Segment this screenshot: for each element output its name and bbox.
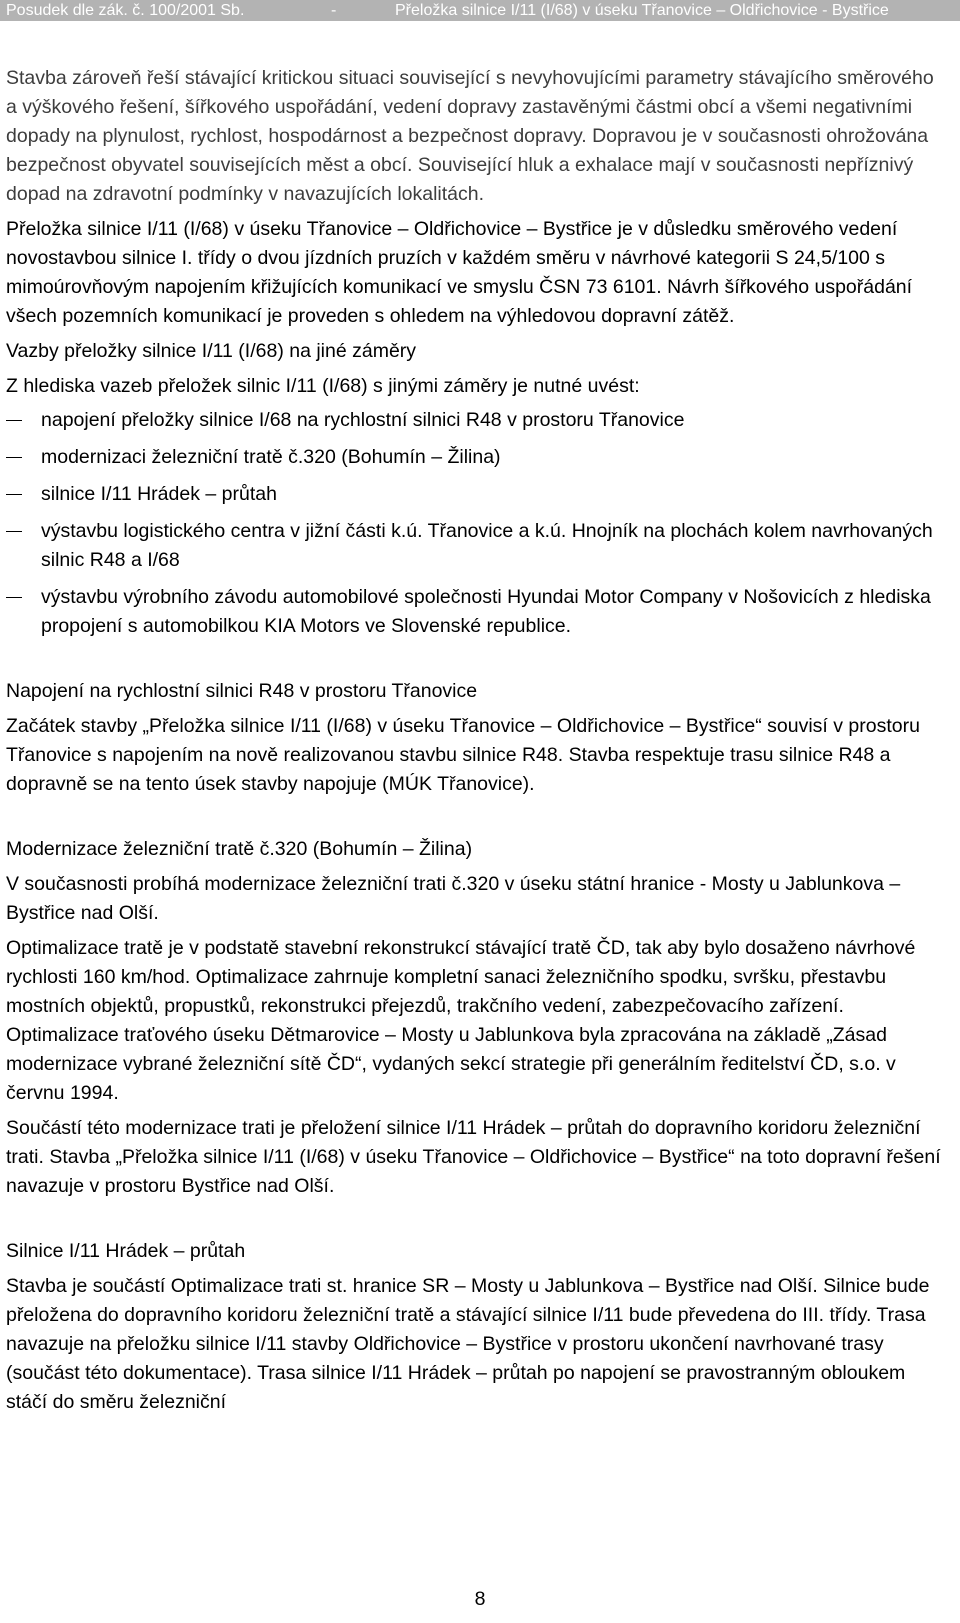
list-item (6, 517, 942, 575)
route-description-paragraph: Přeložka silnice I/11 (I/68) v úseku Třanovice – Oldřichovice – Bystřice je v důsledku směrového vedení novostavbou silnice I. třídy o dvou jízdních pruzích v každém směru v návrhové kategorii S 24,5/100 s mimoúrovňovým napojením křižujících komunikací ve smyslu ČSN 73 6101. Návrh šířkového uspořádání všech pozemních komunikací je proveden s ohledem na výhledovou dopravní zátěž. (6, 218, 913, 327)
list-item (6, 443, 942, 472)
dash-icon (6, 420, 22, 421)
section-text-rail-3: Součástí této modernizace trati je přeložení silnice I/11 Hrádek – průtah do dopravního koridoru železniční trati. Stavba „Přeložka silnice I/11 (I/68) v úseku Třanovice – Oldřichovice – Bystřice“ na toto dopravní řešení navazuje v prostoru Bystřice nad Olší. (6, 1117, 941, 1197)
links-intro: Z hlediska vazeb přeložek silnic I/11 (I/68) s jinými záměry je nutné uvést: (6, 375, 640, 397)
list-item-text: výstavbu výrobního závodu automobilové společnosti Hyundai Motor Company v Nošovicích z hlediska propojení s automobilkou KIA Motors ve Slovenské republice. (41, 586, 931, 637)
dash-icon (6, 597, 22, 598)
dash-icon (6, 494, 22, 495)
section-heading-r48: Napojení na rychlostní silnici R48 v prostoru Třanovice (6, 680, 478, 702)
section-text-rail-1: V současnosti probíhá modernizace železniční trati č.320 v úseku státní hranice - Mosty u Jablunkova – Bystřice nad Olší. (6, 873, 901, 924)
links-heading: Vazby přeložky silnice I/11 (I/68) na jiné záměry (6, 340, 417, 362)
links-list (6, 406, 942, 641)
header-doc-ref: Posudek dle zák. č. 100/2001 Sb. (6, 2, 245, 19)
list-item-text: modernizaci železniční tratě č.320 (Bohumín – Žilina) (41, 446, 501, 468)
list-item (6, 583, 942, 641)
section-text-r48: Začátek stavby „Přeložka silnice I/11 (I/68) v úseku Třanovice – Oldřichovice – Bystřice“ souvisí v prostoru Třanovice s napojením na nově realizovanou stavbu silnice R48. Stavba respektuje trasu silnice R48 a dopravně se na tento úsek stavby napojuje (MÚK Třanovice). (6, 715, 920, 795)
page-number: 8 (474, 1588, 486, 1610)
section-text-rail-2: Optimalizace tratě je v podstatě stavební rekonstrukcí stávající tratě ČD, tak aby bylo dosaženo návrhové rychlosti 160 km/hod. Optimalizace zahrnuje kompletní sanaci železničního spodku, svršku, přestavbu mostních objektů, propustků, rekonstrukci přejezdů, trakčního vedení, zabezpečovacího zařízení. Optimalizace traťového úseku Dětmarovice – Mosty u Jablunkova byla zpracována na základě „Zásad modernizace vybrané železniční sítě ČD“, vydaných sekcí strategie při generálním ředitelství ČD, s.o. v červnu 1994. (6, 937, 916, 1104)
dash-icon (6, 457, 22, 458)
header-title: Přeložka silnice I/11 (I/68) v úseku Třanovice – Oldřichovice - Bystřice (395, 2, 889, 19)
list-item (6, 406, 942, 435)
list-item-text: silnice I/11 Hrádek – průtah (41, 483, 277, 505)
running-header (0, 0, 960, 21)
intro-paragraph: Stavba zároveň řeší stávající kritickou situaci související s nevyhovujícími parametry stávajícího směrového a výškového řešení, šířkového uspořádání, vedení dopravy zastavěnými částmi obcí a všemi negativními dopady na plynulost, rychlost, hospodárnost a bezpečnost dopravy. Dopravou je v současnosti ohrožována bezpečnost obyvatel souvisejících měst a obcí. Související hluk a exhalace mají v současnosti nepříznivý dopad na zdravotní podmínky v navazujících lokalitách. (6, 67, 934, 205)
list-item-text: napojení přeložky silnice I/68 na rychlostní silnici R48 v prostoru Třanovice (41, 409, 685, 431)
section-heading-rail: Modernizace železniční tratě č.320 (Bohumín – Žilina) (6, 838, 473, 860)
header-separator: - (331, 2, 337, 19)
list-item (6, 480, 942, 509)
section-heading-hradek: Silnice I/11 Hrádek – průtah (6, 1240, 246, 1262)
page-content (6, 64, 942, 1417)
dash-icon (6, 531, 22, 532)
section-text-hradek: Stavba je součástí Optimalizace trati st. hranice SR – Mosty u Jablunkova – Bystřice nad Olší. Silnice bude přeložena do dopravního koridoru železniční tratě a stávající silnice I/11 bude převedena do III. třídy. Trasa navazuje na přeložku silnice I/11 stavby Oldřichovice – Bystřice v prostoru ukončení navrhované trasy (součást této dokumentace). Trasa silnice I/11 Hrádek – průtah po napojení se pravostranným obloukem stáčí do směru železniční (6, 1275, 930, 1413)
list-item-text: výstavbu logistického centra v jižní části k.ú. Třanovice a k.ú. Hnojník na plochách kolem navrhovaných silnic R48 a I/68 (41, 520, 933, 571)
